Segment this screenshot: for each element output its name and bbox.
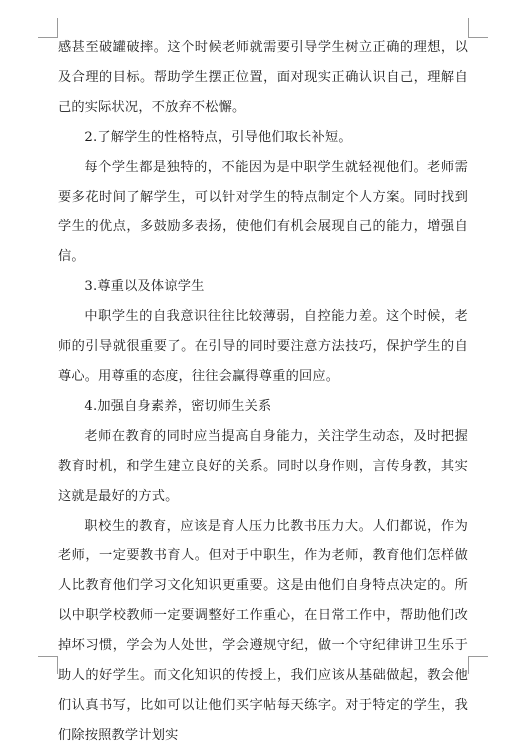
section-heading-4: 4.加强自身素养，密切师生关系 (84, 398, 272, 414)
paragraph-continued: 感甚至破罐破摔。这个时候老师就需要引导学生树立正确的理想，以及合理的目标。帮助学生摆正位置，面对现实正确认识自己，理解自己的实际状况，不放弃不松懈。 (58, 40, 468, 115)
margin-corner-top-left (38, 18, 58, 38)
margin-corner-bottom-right (468, 656, 488, 674)
paragraph: 职校生的教育，应该是育人压力比教书压力大。人们都说，作为老师，一定要教书育人。但对于中职生，作为老师，教育他们怎样做人比教育他们学习文化知识更重要。这是由他们自身特点决定的。所以中职学校教师一定要调整好工作重心，在日常工作中，帮助他们改掉坏习惯，学会为人处世，学会遵规守纪，做一个守纪律讲卫生乐于助人的好学生。而文化知识的传授上，我们应该从基础做起，教会他们认真书写，比如可以让他们买字帖每天练字。对于特定的学生，我们除按照教学计划实 (58, 518, 468, 743)
section-heading-2: 2.了解学生的性格特点，引导他们取长补短。 (84, 129, 352, 145)
section-heading-3: 3.尊重以及体谅学生 (84, 279, 205, 295)
margin-corner-top-right (468, 18, 488, 38)
margin-corner-bottom-left (38, 656, 58, 674)
document-body[interactable] (58, 33, 468, 751)
paragraph: 老师在教育的同时应当提高自身能力，关注学生动态，及时把握教育时机，和学生建立良好的关系。同时以身作则，言传身教，其实这就是最好的方式。 (58, 428, 468, 504)
paragraph: 每个学生都是独特的，不能因为是中职学生就轻视他们。老师需要多花时间了解学生，可以针对学生的特点制定个人方案。同时找到学生的优点，多鼓励多表扬，使他们有机会展现自己的能力，增强自信。 (58, 159, 468, 265)
paragraph: 中职学生的自我意识往往比较薄弱，自控能力差。这个时候，老师的引导就很重要了。在引导的同时要注意方法技巧，保护学生的自尊心。用尊重的态度，往往会赢得尊重的回应。 (58, 309, 468, 384)
